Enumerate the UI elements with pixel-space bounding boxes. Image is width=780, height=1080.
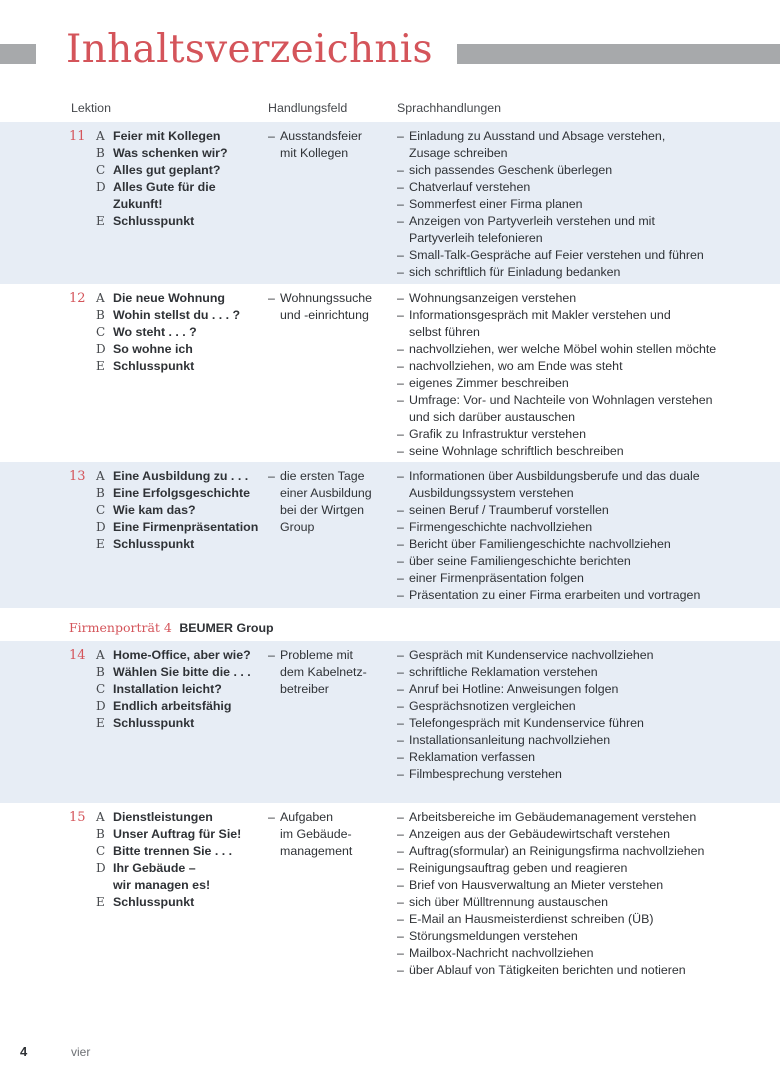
unit-title: Schlusspunkt [113,895,195,909]
sprachhandlung-text: Installationsanleitung nachvollziehen [409,733,611,747]
sprachhandlungen-list [397,468,777,604]
unit-title: Home-Office, aber wie? [113,648,251,662]
sprachhandlung-item [397,945,777,962]
unit-title: Was schenken wir? [113,146,228,160]
unit-title: Schlusspunkt [113,716,195,730]
unit-item [96,307,262,324]
unit-letter: B [96,486,105,500]
dash-bullet: – [268,648,275,662]
sprachhandlung-item [397,749,777,766]
unit-letter: E [96,895,105,909]
unit-title: Dienstleistungen [113,810,213,824]
lesson-section [0,462,780,608]
sprachhandlung-text: seine Wohnlage schriftlich beschreiben [409,444,624,458]
unit-letter: A [96,648,105,662]
sprachhandlung-item [397,698,777,715]
sprachhandlung-text: Filmbesprechung verstehen [409,767,562,781]
unit-letter: D [96,342,106,356]
sprachhandlung-text: Reklamation verfassen [409,750,536,764]
dash-bullet: – [397,844,404,858]
unit-letter: C [96,163,106,177]
sprachhandlung-text: über Ablauf von Tätigkeiten berichten und notieren [409,963,686,977]
sprachhandlung-item [397,962,777,979]
dash-bullet: – [268,469,275,483]
unit-title: Endlich arbeitsfähig [113,699,232,713]
sprachhandlung-item [397,307,777,341]
unit-item [96,826,262,843]
unit-title: Eine Erfolgsgeschichte [113,486,251,500]
lesson-number: 11 [69,129,86,144]
sprachhandlung-item [397,443,777,460]
unit-item [96,468,262,485]
unit-title: Bitte trennen Sie . . . [113,844,233,858]
unit-title: Alles Gute für die Zukunft! [113,180,216,211]
unit-letter: C [96,325,106,339]
unit-item [96,647,262,664]
sprachhandlungen-list [397,809,777,979]
sprachhandlungen-list [397,128,777,281]
sprachhandlung-item [397,664,777,681]
dash-bullet: – [397,665,404,679]
dash-bullet: – [397,554,404,568]
sprachhandlung-item [397,894,777,911]
dash-bullet: – [397,503,404,517]
sprachhandlung-item [397,536,777,553]
dash-bullet: – [268,810,275,824]
dash-bullet: – [397,699,404,713]
sprachhandlung-item [397,826,777,843]
sprachhandlung-item [397,264,777,281]
unit-letter: A [96,810,105,824]
lesson-section [0,122,780,284]
lesson-number: 15 [69,810,86,825]
column-header-lektion: Lektion [71,101,111,115]
sprachhandlung-item [397,877,777,894]
unit-item [96,213,262,230]
sprachhandlung-item [397,247,777,264]
sprachhandlung-text: Umfrage: Vor- und Nachteile von Wohnlagen verstehen und sich darüber austauschen [409,393,713,424]
unit-title: Alles gut geplant? [113,163,221,177]
sprachhandlung-item [397,290,777,307]
unit-title: Wo steht . . . ? [113,325,197,339]
sprachhandlung-text: Firmengeschichte nachvollziehen [409,520,593,534]
dash-bullet: – [397,767,404,781]
sprachhandlung-item [397,732,777,749]
sprachhandlung-text: Informationsgespräch mit Makler verstehen und selbst führen [409,308,671,339]
sprachhandlung-text: Arbeitsbereiche im Gebäudemanagement verstehen [409,810,697,824]
unit-item [96,681,262,698]
dash-bullet: – [397,750,404,764]
unit-letter: D [96,861,106,875]
sprachhandlung-item [397,392,777,426]
dash-bullet: – [397,469,404,483]
sprachhandlung-text: Anzeigen von Partyverleih verstehen und mit Partyverleih telefonieren [409,214,655,245]
page-number: 4 [20,1044,28,1059]
unit-item [96,485,262,502]
dash-bullet: – [397,308,404,322]
unit-letter: C [96,844,106,858]
sprachhandlung-item [397,809,777,826]
dash-bullet: – [397,163,404,177]
unit-item [96,162,262,179]
unit-title: Die neue Wohnung [113,291,225,305]
unit-title: Ihr Gebäude – wir managen es! [113,861,211,892]
dash-bullet: – [397,648,404,662]
sprachhandlung-item [397,860,777,877]
unit-letter: A [96,469,105,483]
column-header-handlungsfeld: Handlungsfeld [268,101,348,115]
unit-letter: B [96,827,105,841]
unit-item [96,809,262,826]
sprachhandlung-item [397,647,777,664]
sprachhandlung-text: Mailbox-Nachricht nachvollziehen [409,946,594,960]
lesson-section [0,641,780,803]
sprachhandlung-text: nachvollziehen, wer welche Möbel wohin stellen möchte [409,342,717,356]
sprachhandlung-item [397,426,777,443]
unit-title: Schlusspunkt [113,537,195,551]
sprachhandlung-item [397,928,777,945]
dash-bullet: – [397,248,404,262]
sprachhandlung-text: seinen Beruf / Traumberuf vorstellen [409,503,609,517]
dash-bullet: – [397,878,404,892]
unit-item [96,341,262,358]
sprachhandlung-item [397,843,777,860]
unit-item [96,290,262,307]
sprachhandlung-text: Auftrag(sformular) an Reinigungsfirma nachvollziehen [409,844,705,858]
handlungsfeld-cell [268,468,386,536]
unit-item [96,698,262,715]
dash-bullet: – [397,733,404,747]
handlungsfeld-cell [268,290,386,324]
lesson-number: 13 [69,469,86,484]
dash-bullet: – [397,827,404,841]
lesson-number: 14 [69,648,86,663]
dash-bullet: – [397,571,404,585]
sprachhandlung-text: über seine Familiengeschichte berichten [409,554,631,568]
dash-bullet: – [397,912,404,926]
sprachhandlung-item [397,553,777,570]
handlungsfeld-cell [268,809,386,860]
unit-title: Schlusspunkt [113,214,195,228]
unit-item [96,664,262,681]
unit-letter: D [96,699,106,713]
column-header-sprachhandlungen: Sprachhandlungen [397,101,502,115]
dash-bullet: – [397,716,404,730]
dash-bullet: – [397,444,404,458]
dash-bullet: – [397,265,404,279]
unit-letter: E [96,537,105,551]
unit-item [96,128,262,145]
dash-bullet: – [397,588,404,602]
sprachhandlung-text: Bericht über Familiengeschichte nachvollziehen [409,537,671,551]
unit-item [96,358,262,375]
unit-item [96,145,262,162]
sprachhandlung-item [397,502,777,519]
handlungsfeld-text: Ausstandsfeier mit Kollegen [280,129,362,160]
dash-bullet: – [397,291,404,305]
handlungsfeld-text: die ersten Tage einer Ausbildung bei der Wirtgen Group [280,469,372,534]
dash-bullet: – [397,376,404,390]
handlungsfeld-text: Probleme mit dem Kabelnetz- betreiber [280,648,367,696]
unit-list [96,809,262,911]
unit-title: Schlusspunkt [113,359,195,373]
dash-bullet: – [268,291,275,305]
dash-bullet: – [397,520,404,534]
unit-letter: D [96,520,106,534]
unit-title: Eine Ausbildung zu . . . [113,469,249,483]
sprachhandlung-text: Sommerfest einer Firma planen [409,197,583,211]
sprachhandlung-text: eigenes Zimmer beschreiben [409,376,569,390]
handlungsfeld-cell [268,128,386,162]
dash-bullet: – [397,963,404,977]
sprachhandlung-item [397,519,777,536]
unit-item [96,860,262,894]
sprachhandlung-text: Wohnungsanzeigen verstehen [409,291,577,305]
unit-list [96,290,262,375]
unit-letter: A [96,291,105,305]
firmenportraet-label: Firmenporträt 4 [69,620,172,635]
sprachhandlung-item [397,196,777,213]
unit-item [96,843,262,860]
sprachhandlung-item [397,681,777,698]
unit-item [96,519,262,536]
unit-list [96,128,262,230]
dash-bullet: – [397,129,404,143]
sprachhandlungen-list [397,290,777,460]
sprachhandlung-text: einer Firmenpräsentation folgen [409,571,584,585]
sprachhandlung-text: Small-Talk-Gespräche auf Feier verstehen und führen [409,248,704,262]
sprachhandlung-text: Störungsmeldungen verstehen [409,929,578,943]
unit-letter: B [96,308,105,322]
sprachhandlung-text: Gespräch mit Kundenservice nachvollziehen [409,648,654,662]
sprachhandlung-item [397,570,777,587]
handlungsfeld-cell [268,647,386,698]
unit-letter: A [96,129,105,143]
unit-list [96,468,262,553]
unit-list [96,647,262,732]
dash-bullet: – [397,427,404,441]
sprachhandlung-text: nachvollziehen, wo am Ende was steht [409,359,623,373]
unit-item [96,894,262,911]
sprachhandlung-item [397,911,777,928]
dash-bullet: – [397,810,404,824]
unit-item [96,502,262,519]
dash-bullet: – [397,197,404,211]
unit-title: Feier mit Kollegen [113,129,221,143]
sprachhandlung-text: sich schriftlich für Einladung bedanken [409,265,621,279]
dash-bullet: – [397,861,404,875]
dash-bullet: – [397,180,404,194]
sprachhandlung-text: Brief von Hausverwaltung an Mieter verstehen [409,878,664,892]
lesson-number: 12 [69,291,86,306]
dash-bullet: – [397,342,404,356]
sprachhandlung-text: Grafik zu Infrastruktur verstehen [409,427,586,441]
sprachhandlung-item [397,341,777,358]
sprachhandlung-text: Telefongespräch mit Kundenservice führen [409,716,644,730]
page-title: Inhaltsverzeichnis [66,27,433,72]
sprachhandlung-text: Gesprächsnotizen vergleichen [409,699,576,713]
unit-letter: E [96,359,105,373]
unit-title: Installation leicht? [113,682,222,696]
sprachhandlung-text: Anzeigen aus der Gebäudewirtschaft verstehen [409,827,671,841]
unit-title: Wählen Sie bitte die . . . [113,665,251,679]
lesson-section [0,803,780,993]
sprachhandlung-text: Präsentation zu einer Firma erarbeiten und vortragen [409,588,701,602]
sprachhandlung-text: Anruf bei Hotline: Anweisungen folgen [409,682,619,696]
header-bar-left [0,44,36,64]
unit-letter: B [96,146,105,160]
sprachhandlung-item [397,358,777,375]
firmenportraet-company: BEUMER Group [179,621,274,635]
dash-bullet: – [397,359,404,373]
sprachhandlung-text: sich über Mülltrennung austauschen [409,895,609,909]
unit-title: So wohne ich [113,342,193,356]
sprachhandlung-item [397,375,777,392]
dash-bullet: – [268,129,275,143]
dash-bullet: – [397,946,404,960]
unit-item [96,536,262,553]
header-bar-right [457,44,780,64]
unit-item [96,324,262,341]
dash-bullet: – [397,214,404,228]
unit-title: Wohin stellst du . . . ? [113,308,241,322]
sprachhandlung-text: sich passendes Geschenk überlegen [409,163,613,177]
unit-title: Wie kam das? [113,503,196,517]
dash-bullet: – [397,393,404,407]
unit-letter: C [96,682,106,696]
unit-letter: D [96,180,106,194]
sprachhandlung-text: Informationen über Ausbildungsberufe und das duale Ausbildungssystem verstehen [409,469,700,500]
sprachhandlung-item [397,468,777,502]
sprachhandlung-item [397,128,777,162]
sprachhandlung-item [397,179,777,196]
sprachhandlung-text: Reinigungsauftrag geben und reagieren [409,861,628,875]
sprachhandlung-text: E-Mail an Hausmeisterdienst schreiben (ÜB) [409,912,654,926]
sprachhandlung-item [397,213,777,247]
unit-title: Eine Firmenpräsentation [113,520,259,534]
sprachhandlung-text: Einladung zu Ausstand und Absage verstehen, Zusage schreiben [409,129,666,160]
unit-item [96,179,262,213]
sprachhandlung-item [397,766,777,783]
handlungsfeld-text: Wohnungssuche und -einrichtung [280,291,373,322]
unit-item [96,715,262,732]
sprachhandlung-text: schriftliche Reklamation verstehen [409,665,598,679]
unit-title: Unser Auftrag für Sie! [113,827,242,841]
dash-bullet: – [397,895,404,909]
unit-letter: E [96,214,105,228]
sprachhandlung-item [397,162,777,179]
dash-bullet: – [397,537,404,551]
handlungsfeld-text: Aufgaben im Gebäude- management [280,810,353,858]
page-number-word: vier [71,1045,91,1059]
dash-bullet: – [397,929,404,943]
sprachhandlung-item [397,587,777,604]
unit-letter: E [96,716,105,730]
unit-letter: C [96,503,106,517]
dash-bullet: – [397,682,404,696]
firmenportraet-line [69,619,274,637]
sprachhandlungen-list [397,647,777,783]
sprachhandlung-item [397,715,777,732]
lesson-section [0,284,780,462]
unit-letter: B [96,665,105,679]
sprachhandlung-text: Chatverlauf verstehen [409,180,531,194]
